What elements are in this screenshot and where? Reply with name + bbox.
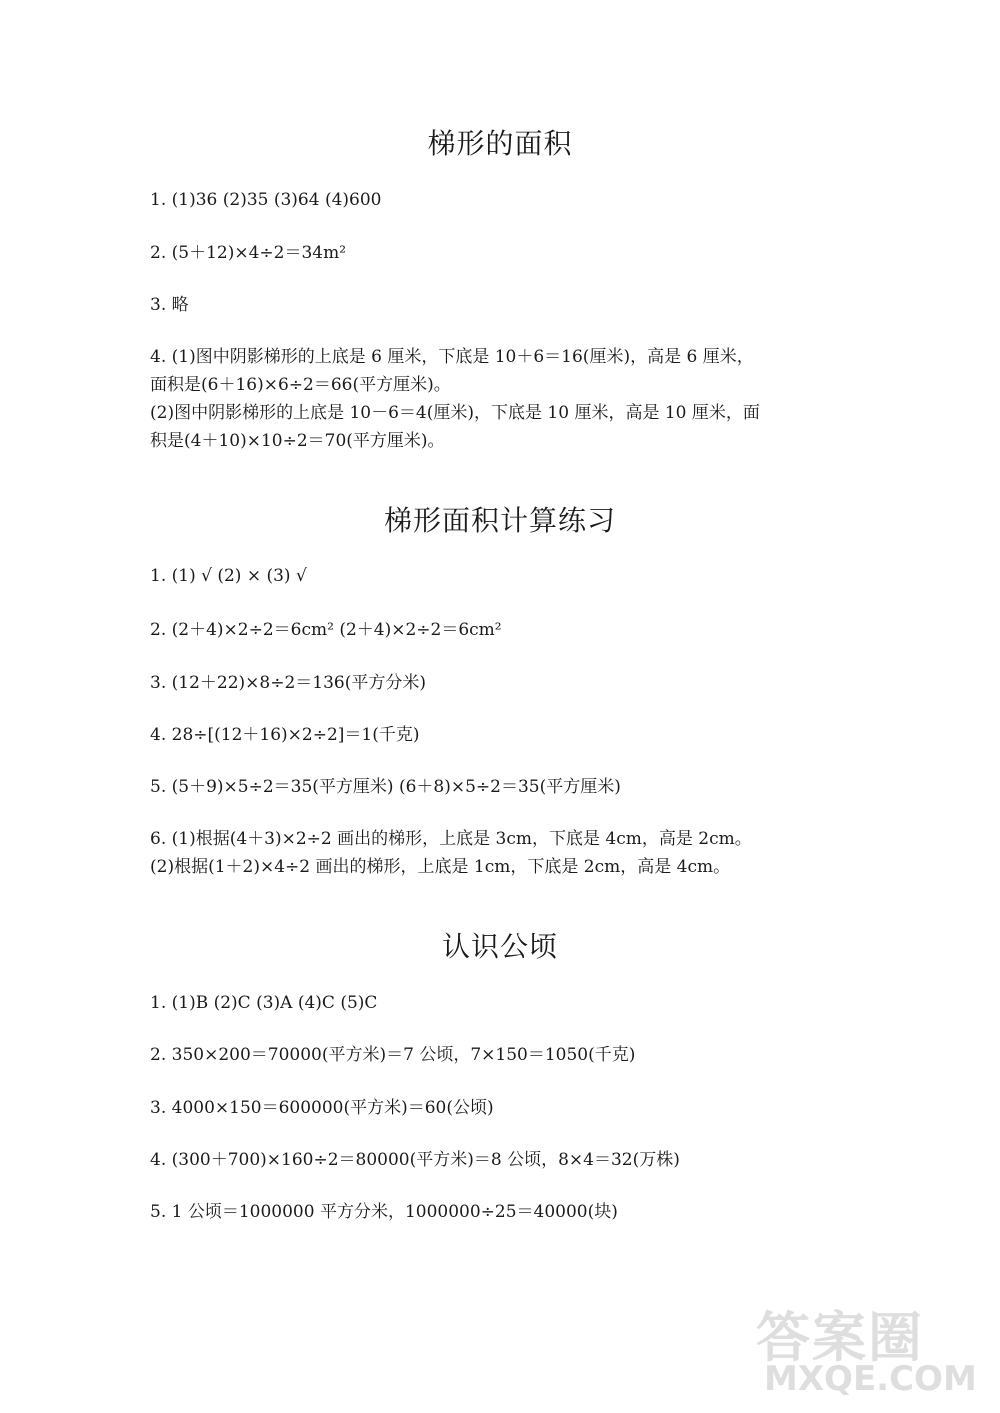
- answer-line: 2. (2＋4)×2÷2＝6cm² (2＋4)×2÷2＝6cm²: [150, 620, 502, 640]
- answer-line: 面积是(6＋16)×6÷2＝66(平方厘米)。: [150, 375, 451, 395]
- answer-line: 1. (1)36 (2)35 (3)64 (4)600: [150, 190, 382, 210]
- answer-line: (2)图中阴影梯形的上底是 10－6＝4(厘米)，下底是 10 厘米，高是 10 厘米，面: [150, 403, 760, 423]
- watermark-text: 答案圈: [756, 1306, 924, 1369]
- answer-line: 1. (1)B (2)C (3)A (4)C (5)C: [150, 993, 378, 1013]
- watermark-logo: [756, 1295, 986, 1405]
- watermark-url: MXQE.COM: [764, 1359, 977, 1399]
- answer-line: 2. (5＋12)×4÷2＝34m²: [150, 243, 347, 263]
- answer-line: 1. (1) √ (2) × (3) √: [150, 566, 307, 586]
- answer-line: 3. 略: [150, 295, 189, 315]
- answer-line: 3. (12＋22)×8÷2＝136(平方分米): [150, 673, 426, 693]
- answer-line: 积是(4＋10)×10÷2＝70(平方厘米)。: [150, 431, 445, 451]
- section-title: 梯形的面积: [427, 127, 573, 160]
- section-title: 认识公顷: [441, 930, 558, 963]
- answer-line: 4. (300＋700)×160÷2＝80000(平方米)＝8 公顷，8×4＝32(万株): [150, 1150, 680, 1170]
- answer-line: 6. (1)根据(4＋3)×2÷2 画出的梯形，上底是 3cm，下底是 4cm，高是 2cm。: [150, 829, 752, 849]
- answer-line: 4. (1)图中阴影梯形的上底是 6 厘米，下底是 10＋6＝16(厘米)，高是 6 厘米，: [150, 347, 754, 367]
- answer-line: 5. (5＋9)×5÷2＝35(平方厘米) (6＋8)×5÷2＝35(平方厘米): [150, 777, 621, 797]
- answer-line: 5. 1 公顷＝1000000 平方分米，1000000÷25＝40000(块): [150, 1202, 618, 1222]
- answer-line: (2)根据(1＋2)×4÷2 画出的梯形，上底是 1cm，下底是 2cm，高是 4cm。: [150, 857, 731, 877]
- answer-line: 2. 350×200＝70000(平方米)＝7 公顷，7×150＝1050(千克): [150, 1045, 636, 1065]
- answer-paragraph: [150, 343, 870, 455]
- answer-line: 4. 28÷[(12＋16)×2÷2]＝1(千克): [150, 725, 420, 745]
- answer-paragraph: [150, 825, 870, 881]
- section-title: 梯形面积计算练习: [383, 504, 616, 537]
- answer-line: 3. 4000×150＝600000(平方米)＝60(公顷): [150, 1098, 494, 1118]
